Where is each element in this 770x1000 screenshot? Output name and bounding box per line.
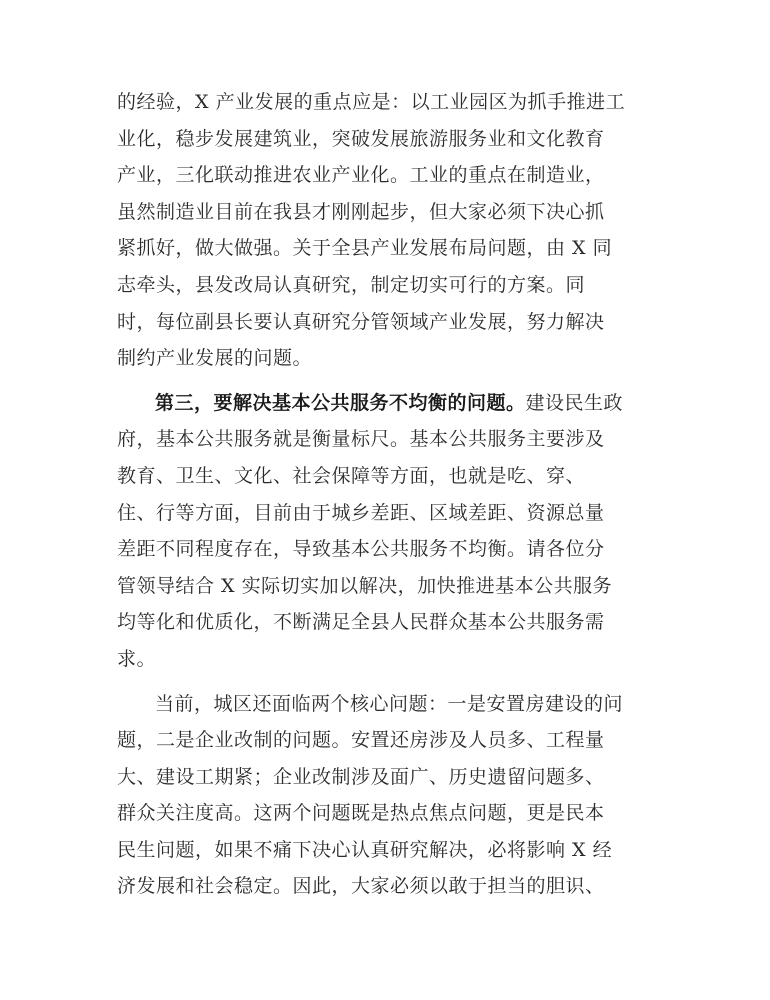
text-line: 求。	[117, 647, 157, 670]
text-line: 业化，稳步发展建筑业，突破发展旅游服务业和文化教育	[117, 127, 605, 150]
text-line: 紧抓好，做大做强。关于全县产业发展布局问题，由 X 同	[117, 237, 613, 260]
section-heading: 第三，要解决基本公共服务不均衡的问题。	[155, 391, 526, 414]
text-line: 制约产业发展的问题。	[117, 347, 313, 370]
text-line: 教育、卫生、文化、社会保障等方面，也就是吃、穿、	[117, 464, 586, 487]
text-line: 住、行等方面，目前由于城乡差距、区域差距、资源总量	[117, 501, 605, 524]
text-line: 群众关注度高。这两个问题既是热点焦点问题，更是民本	[117, 802, 605, 825]
document-body	[117, 84, 637, 905]
paragraph-public-services	[117, 385, 637, 678]
heading-continuation: 建设民生政	[525, 391, 624, 414]
paragraph-industry	[117, 84, 637, 377]
text-line: 的经验，X 产业发展的重点应是：以工业园区为抓手推进工	[117, 91, 626, 113]
text-line: 大、建设工期紧；企业改制涉及面广、历史遗留问题多、	[117, 765, 605, 788]
text-line: 时，每位副县长要认真研究分管领域产业发展，努力解决	[117, 310, 605, 333]
text-line: 民生问题，如果不痛下决心认真研究解决，必将影响 X 经	[117, 838, 613, 861]
text-line	[117, 385, 637, 422]
text-line: 虽然制造业目前在我县才刚刚起步，但大家必须下决心抓	[117, 200, 605, 223]
paragraph-core-issues	[117, 686, 637, 906]
text-line: 管领导结合 X 实际切实加以解决，加快推进基本公共服务	[117, 574, 613, 597]
text-line: 均等化和优质化，不断满足全县人民群众基本公共服务需	[117, 611, 605, 634]
text-line: 府，基本公共服务就是衡量标尺。基本公共服务主要涉及	[117, 428, 605, 451]
text-line: 差距不同程度存在，导致基本公共服务不均衡。请各位分	[117, 538, 605, 561]
text-line: 产业，三化联动推进农业产业化。工业的重点在制造业，	[117, 164, 605, 187]
text-line: 当前，城区还面临两个核心问题：一是安置房建设的问	[155, 692, 624, 715]
text-line: 志牵头，县发改局认真研究，制定切实可行的方案。同	[117, 273, 586, 296]
text-line: 题，二是企业改制的问题。安置还房涉及人员多、工程量	[117, 729, 605, 752]
text-line: 济发展和社会稳定。因此，大家必须以敢于担当的胆识、	[117, 875, 605, 898]
